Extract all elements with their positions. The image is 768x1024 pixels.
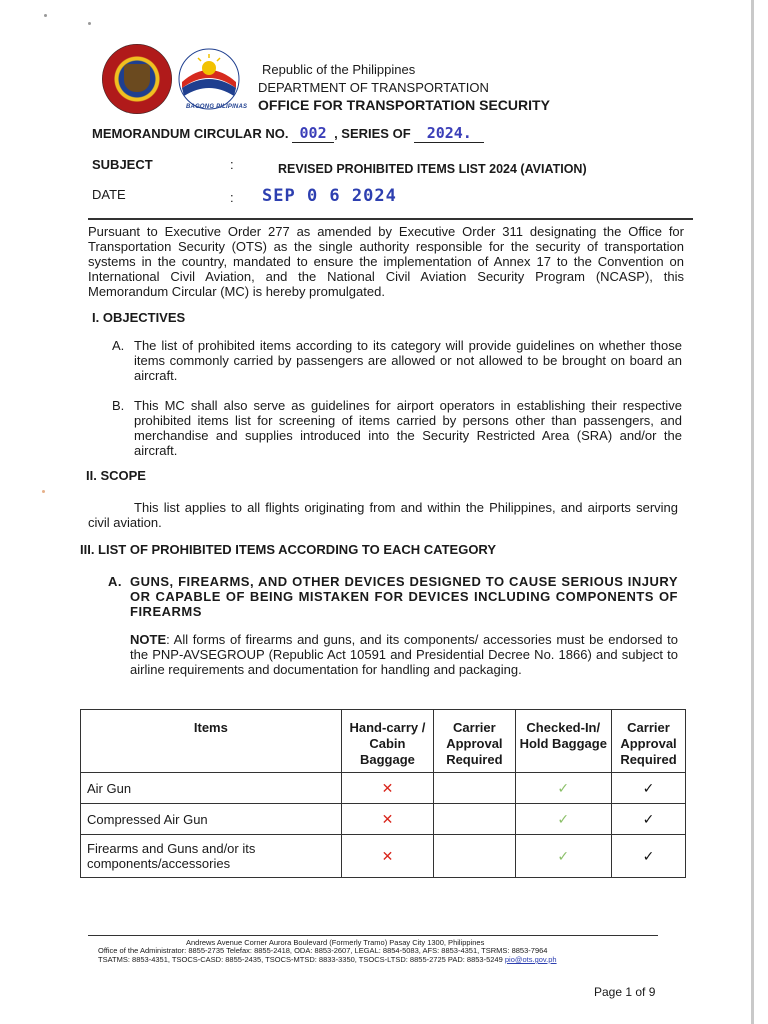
scan-speck [42, 490, 45, 493]
header-department: DEPARTMENT OF TRANSPORTATION [258, 80, 489, 95]
objectives-heading: I. OBJECTIVES [92, 310, 186, 325]
page-number: Page 1 of 9 [594, 985, 656, 999]
carrier-approval-cell [434, 773, 515, 804]
memo-label: MEMORANDUM CIRCULAR NO. [92, 126, 289, 141]
allowed-check-icon: ✓ [515, 835, 611, 878]
not-allowed-icon: ✕ [341, 804, 433, 835]
table-row [81, 804, 686, 835]
series-label: , SERIES OF [334, 126, 411, 141]
category-a-label: A. [108, 574, 122, 589]
item-name: Compressed Air Gun [81, 804, 342, 835]
subject-colon: : [230, 157, 234, 172]
approval-check-icon: ✓ [611, 804, 685, 835]
intro-paragraph: Pursuant to Executive Order 277 as amended by Executive Order 311 designating the Office for Transportation Security (OTS) as the single authority responsible for the security of transportation systems in the country, mandated to ensure the implementation of Annex 17 to the Convention on International Civil Aviation, and the National Civil Aviation Security Program (NCASP), this Memorandum Circular (MC) is hereby promulgated. [88, 224, 684, 299]
list-heading: III. LIST OF PROHIBITED ITEMS ACCORDING TO EACH CATEGORY [80, 542, 497, 557]
date-colon: : [230, 190, 234, 205]
subject-label: SUBJECT [92, 157, 153, 172]
col-hand-carry: Hand-carry / Cabin Baggage [341, 710, 433, 773]
note-label: NOTE [130, 632, 167, 647]
scope-heading: II. SCOPE [86, 468, 146, 483]
objective-b-label: B. [112, 398, 125, 413]
series-year: 2024. [426, 124, 472, 142]
header-office: OFFICE FOR TRANSPORTATION SECURITY [258, 97, 550, 113]
footer-phones-2-text: TSATMS: 8853-4351, TSOCS-CASD: 8855-2435, TSOCS-MTSD: 8833-3350, TSOCS-LTSD: 8855-2725 PAD: 8853-5249 [98, 955, 503, 964]
memo-number: 002 [299, 124, 327, 142]
date-label: DATE [92, 187, 126, 202]
objective-b-text: This MC shall also serve as guidelines for airport operators in establishing their respective prohibited items list for screening of items carried by persons other than passengers, and merchandise and supplies introduced into the Security Restricted Area (SRA) and/or the aircraft. [134, 398, 682, 458]
objective-a-label: A. [112, 338, 125, 353]
col-checked-in: Checked-In/ Hold Baggage [515, 710, 611, 773]
memo-line [92, 124, 484, 143]
footer-divider [88, 935, 658, 936]
footer-address: Andrews Avenue Corner Aurora Boulevard (Formerly Tramo) Pasay City 1300, Philippines [186, 938, 485, 947]
not-allowed-icon: ✕ [341, 773, 433, 804]
logo-caption: BAGONG PILIPINAS [186, 104, 248, 110]
table-row [81, 773, 686, 804]
note-paragraph [130, 632, 678, 677]
allowed-check-icon: ✓ [515, 773, 611, 804]
not-allowed-icon: ✕ [341, 835, 433, 878]
footer-email-link[interactable]: pio@ots.gov.ph [504, 955, 557, 964]
subject-text: REVISED PROHIBITED ITEMS LIST 2024 (AVIATION) [278, 162, 587, 176]
scope-text: This list applies to all flights originating from and within the Philippines, and airports serving civil aviation. [88, 500, 678, 530]
carrier-approval-cell [434, 835, 515, 878]
approval-check-icon: ✓ [611, 835, 685, 878]
objective-a-text: The list of prohibited items according to its category will provide guidelines on whether those items commonly carried by passengers are allowed or not allowed to be brought on board an aircraft. [134, 338, 682, 383]
table-header-row [81, 710, 686, 773]
col-carrier-approval-2: Carrier Approval Required [611, 710, 685, 773]
category-a-heading: GUNS, FIREARMS, AND OTHER DEVICES DESIGNED TO CAUSE SERIOUS INJURY OR CAPABLE OF BEING MISTAKEN FOR DEVICES INCLUDING COMPONENTS OF FIREARMS [130, 574, 678, 619]
col-carrier-approval: Carrier Approval Required [434, 710, 515, 773]
approval-check-icon: ✓ [611, 773, 685, 804]
ots-seal-icon [102, 44, 172, 114]
carrier-approval-cell [434, 804, 515, 835]
note-text: : All forms of firearms and guns, and its components/ accessories must be endorsed to the PNP-AVSEGROUP (Republic Act 10591 and Presidential Decree No. 1866) and subject to airline requirements and documentation for handling and packaging. [130, 632, 678, 677]
item-name: Firearms and Guns and/or its components/accessories [81, 835, 342, 878]
scan-speck [88, 22, 91, 25]
header-divider [88, 218, 693, 220]
footer-phones-1: Office of the Administrator: 8855-2735 Telefax: 8855-2418, ODA: 8853-2607, LEGAL: 8854-5083, AFS: 8853-4351, TSRMS: 8853-7964 [98, 946, 548, 955]
bagong-pilipinas-logo-icon [178, 48, 240, 110]
header-country: Republic of the Philippines [262, 62, 416, 77]
date-stamp: SEP 0 6 2024 [262, 186, 397, 206]
allowed-check-icon: ✓ [515, 804, 611, 835]
table-row [81, 835, 686, 878]
item-name: Air Gun [81, 773, 342, 804]
footer-phones-2 [98, 955, 557, 964]
scan-edge [751, 0, 754, 1024]
col-items: Items [81, 710, 342, 773]
prohibited-items-table [80, 709, 686, 878]
scan-speck [44, 14, 47, 17]
